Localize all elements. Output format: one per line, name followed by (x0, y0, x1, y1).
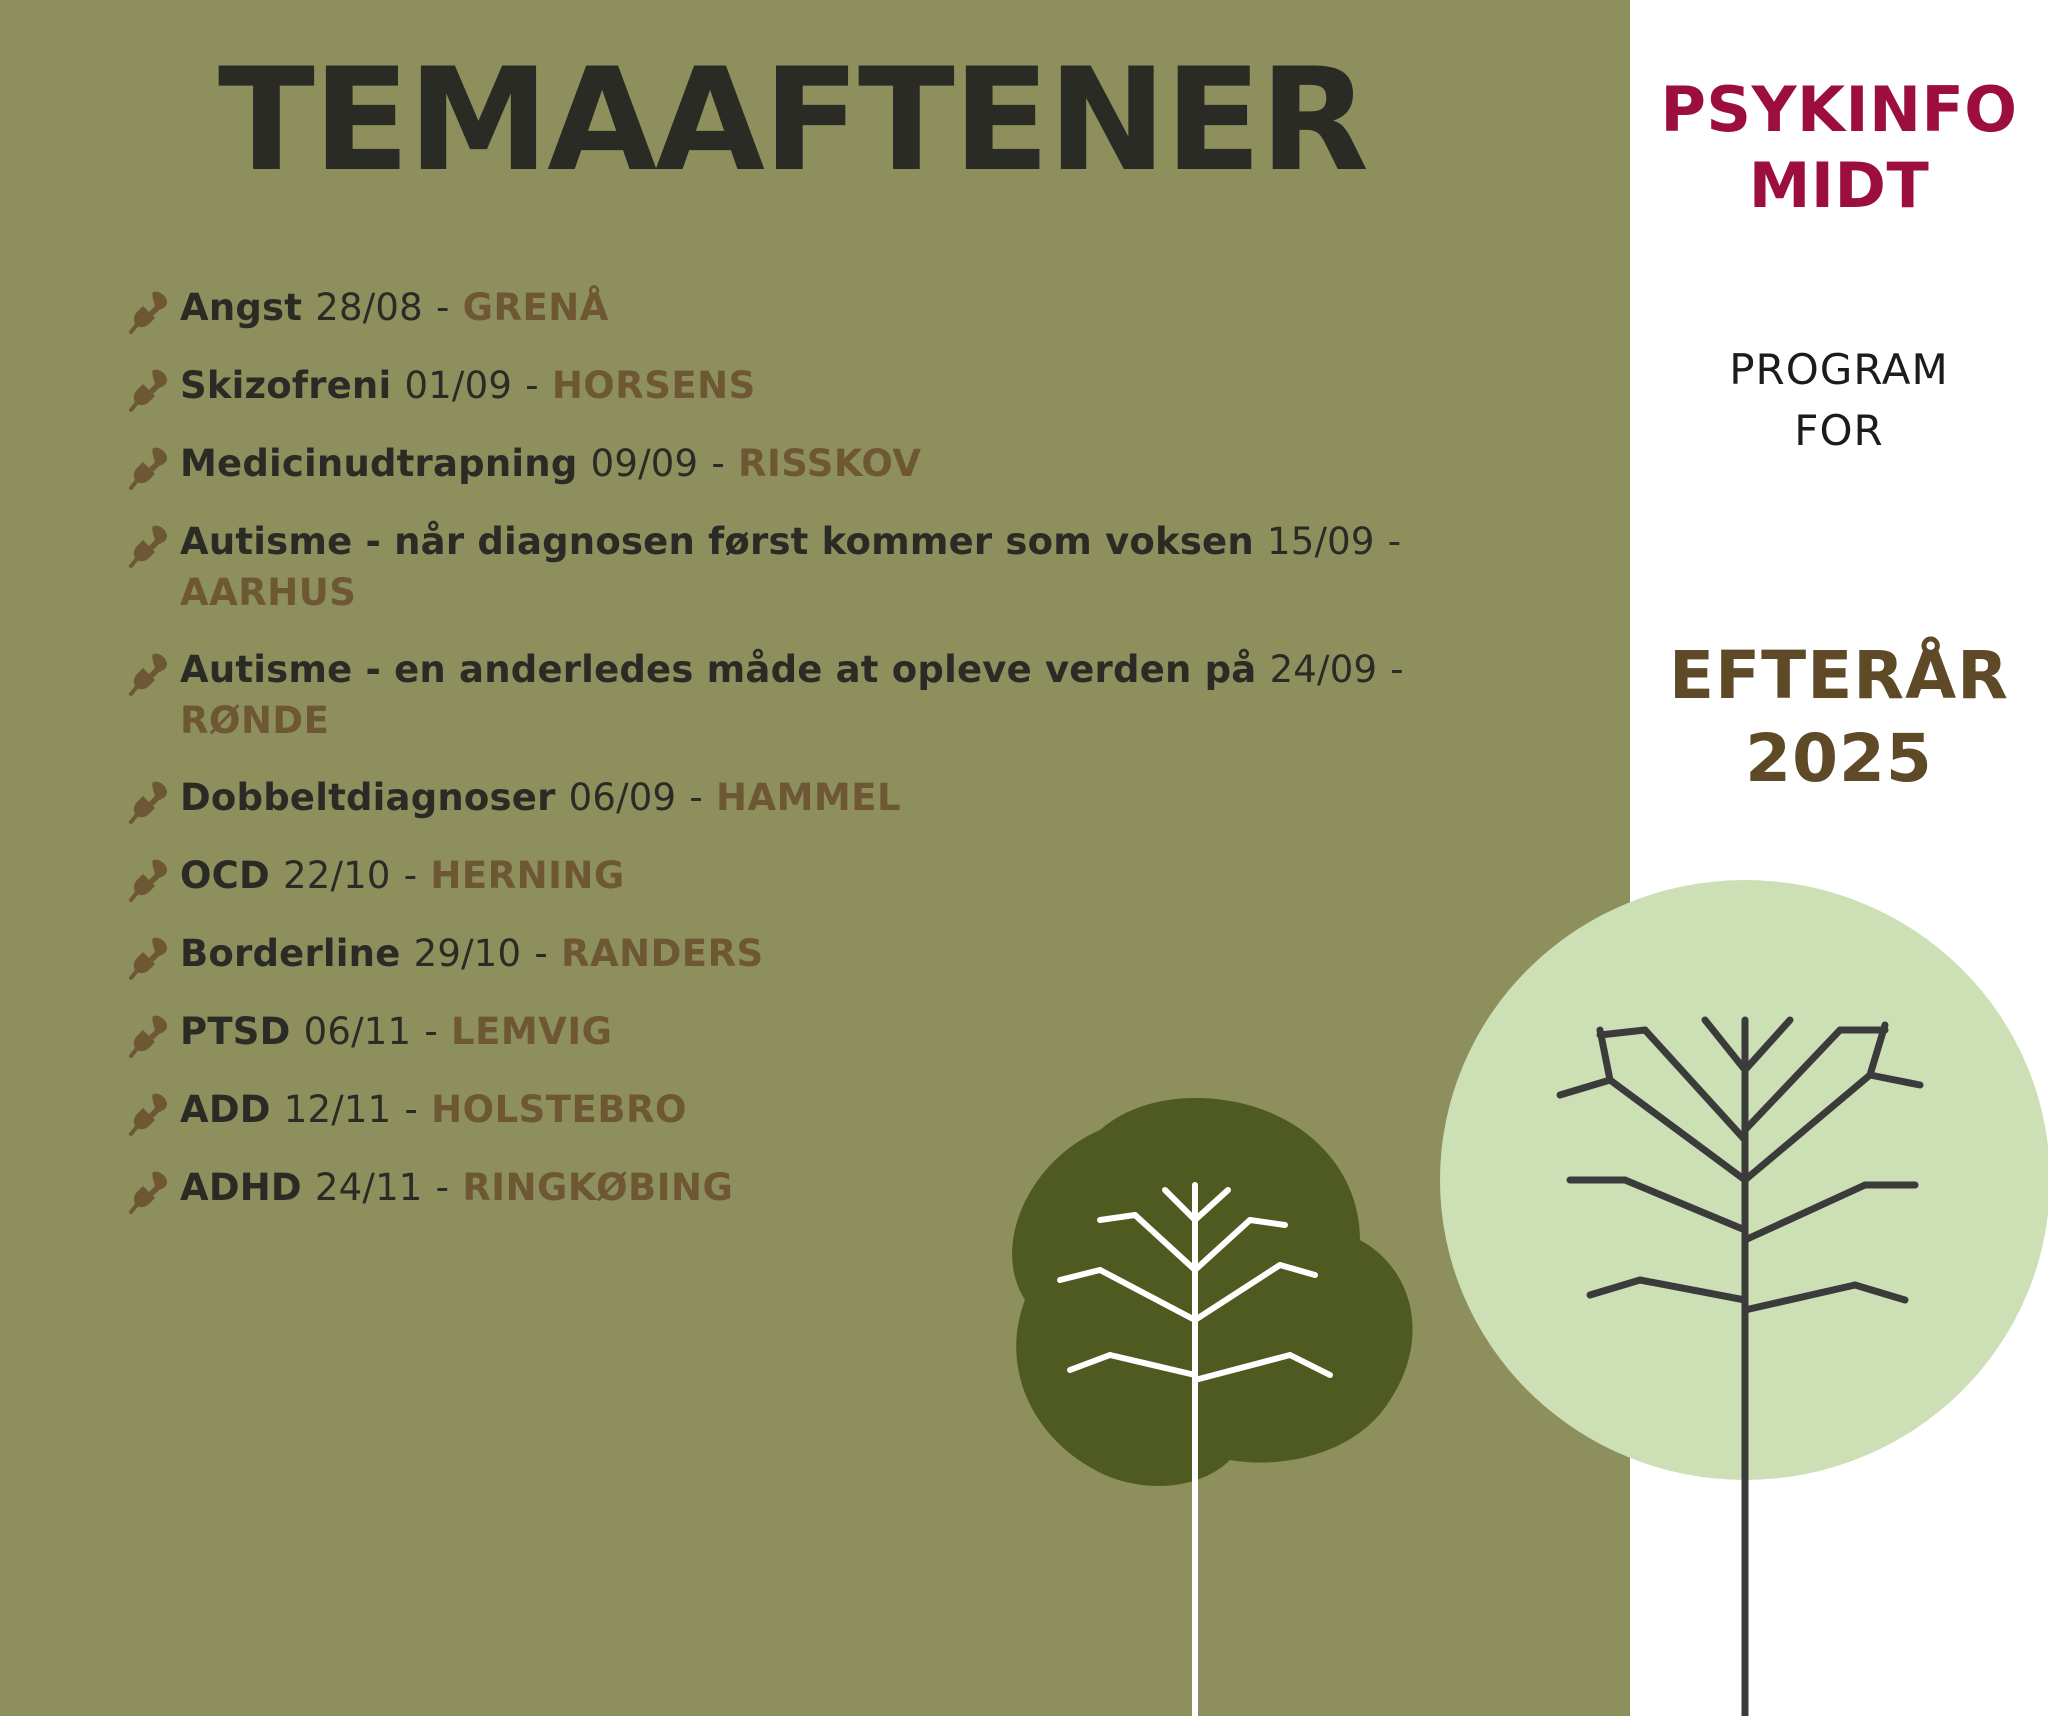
pushpin-icon (120, 642, 180, 696)
event-topic: ADHD (180, 1166, 302, 1210)
list-item (120, 280, 1540, 334)
event-text (180, 1082, 687, 1135)
event-topic: PTSD (180, 1010, 291, 1054)
event-city: RANDERS (560, 932, 764, 976)
pushpin-icon (120, 436, 180, 490)
event-city: HERNING (430, 854, 625, 898)
list-item (120, 848, 1540, 902)
event-topic: Dobbeltdiagnoser (180, 776, 556, 820)
tree-dark-icon (960, 1090, 1430, 1716)
event-text (180, 1004, 612, 1057)
event-date: 09/09 (590, 442, 699, 485)
event-topic: Borderline (180, 932, 401, 976)
event-city: RINGKØBING (462, 1166, 734, 1210)
pushpin-icon (120, 1082, 180, 1136)
event-topic: OCD (180, 854, 270, 898)
event-text (180, 770, 901, 823)
season-label (1630, 635, 2048, 800)
pushpin-icon (120, 926, 180, 980)
pushpin-icon (120, 848, 180, 902)
event-separator: - (403, 854, 418, 898)
program-word: PROGRAM (1729, 345, 1949, 394)
event-city: HOLSTEBRO (431, 1088, 687, 1132)
event-text (180, 1160, 733, 1213)
event-text (180, 436, 922, 489)
event-separator: - (1390, 648, 1404, 692)
event-topic: Autisme - en anderledes måde at opleve verden på (180, 648, 1257, 692)
event-separator: - (436, 286, 450, 329)
brand-line-1: PSYKINFO (1660, 73, 2018, 146)
tree-light-icon (1440, 880, 2048, 1716)
event-text (180, 280, 609, 333)
event-text (180, 514, 1540, 618)
event-date: 29/10 (413, 932, 522, 976)
event-city: GRENÅ (462, 286, 609, 329)
event-date: 12/11 (283, 1088, 392, 1132)
pushpin-icon (120, 280, 180, 334)
list-item (120, 436, 1540, 490)
season-word: EFTERÅR (1669, 637, 2009, 714)
pushpin-icon (120, 1004, 180, 1058)
event-date: 22/10 (283, 854, 391, 898)
event-city: RISSKOV (738, 442, 922, 485)
pushpin-icon (120, 514, 180, 568)
event-date: 06/09 (568, 776, 677, 820)
event-separator: - (689, 776, 703, 820)
event-separator: - (711, 442, 725, 485)
list-item (120, 514, 1540, 618)
event-city: HORSENS (551, 364, 756, 407)
event-separator: - (424, 1010, 438, 1054)
event-text (180, 358, 756, 411)
pushpin-icon (120, 358, 180, 412)
list-item (120, 358, 1540, 412)
pushpin-icon (120, 1160, 180, 1214)
event-separator: - (1387, 520, 1402, 563)
brand-name (1630, 72, 2048, 223)
event-text (180, 848, 625, 901)
list-item (120, 642, 1540, 746)
for-word: FOR (1794, 405, 1884, 455)
event-city: RØNDE (180, 699, 330, 743)
event-city: HAMMEL (716, 776, 902, 820)
event-date: 15/09 (1266, 520, 1375, 563)
event-date: 01/09 (404, 364, 513, 407)
list-item (120, 770, 1540, 824)
list-item (120, 1004, 1540, 1058)
event-topic: Autisme - når diagnosen først kommer som voksen (180, 520, 1254, 563)
event-topic: Medicinudtrapning (180, 442, 578, 485)
event-separator: - (534, 932, 548, 976)
event-date: 28/08 (315, 286, 423, 329)
program-for-label (1630, 340, 2048, 462)
event-separator: - (435, 1166, 450, 1210)
pushpin-icon (120, 770, 180, 824)
event-city: LEMVIG (451, 1010, 613, 1054)
event-topic: Skizofreni (180, 364, 392, 407)
event-topic: ADD (180, 1088, 271, 1132)
event-text (180, 926, 764, 979)
list-item (120, 926, 1540, 980)
event-text (180, 642, 1540, 746)
event-separator: - (404, 1088, 419, 1132)
season-year: 2025 (1745, 719, 1933, 797)
event-date: 06/11 (303, 1010, 412, 1054)
event-separator: - (525, 364, 539, 407)
event-topic: Angst (180, 286, 303, 329)
event-date: 24/09 (1269, 648, 1378, 692)
event-city: AARHUS (180, 571, 357, 615)
page-title: TEMAAFTENER (218, 38, 1368, 203)
event-date: 24/11 (314, 1166, 423, 1210)
brand-line-2: MIDT (1748, 148, 1930, 222)
